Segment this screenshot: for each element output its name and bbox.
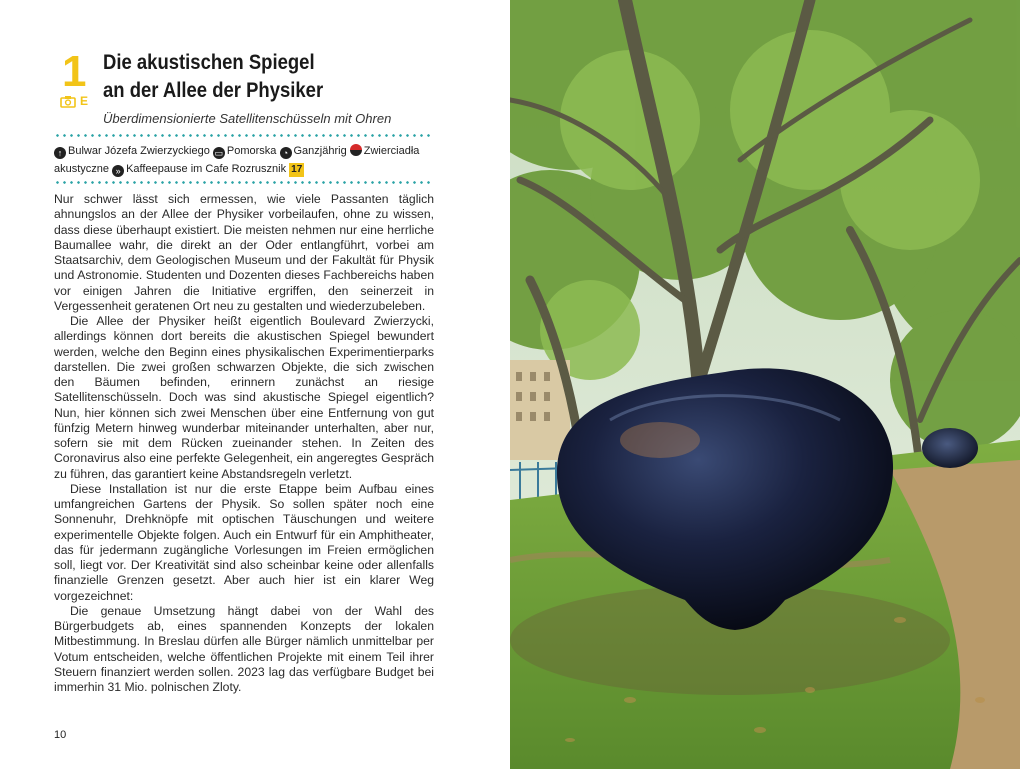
acoustic-mirror-distant	[922, 428, 978, 468]
tip-reference-badge: 17	[291, 164, 303, 175]
title-line-2: an der Allee der Physiker	[103, 79, 324, 102]
info-hours: Ganzjährig	[293, 145, 347, 157]
category-letter: E	[80, 94, 89, 108]
info-tip: Kaffeepause im Cafe Rozrusznik	[126, 163, 287, 175]
info-transit: Pomorska	[226, 145, 277, 157]
clock-icon: ◔	[280, 147, 292, 159]
paragraph-3: Diese Installation ist nur die erste Etappe beim Aufbau eines umfangreichen Gartens der Physik. So sollen später noch eine Sonnenuhr, Drehknöpfe mit optischen Täuschungen und weitere experimentelle Objekte folgen. Auch ein Entwurf für ein Amphitheater, das für jedermann zugängliche Vorlesungen im Freien ermöglichen soll, liegt vor. Der Kreativität sind also scheinbar keine oder allenfalls finanzielle Grenzen gesetzt. Aber auch hier ist ein klarer Weg vorgezeichnet:	[54, 481, 434, 603]
park-photo	[510, 0, 1020, 769]
location-icon: ↑	[54, 147, 66, 159]
info-address: Bulwar Józefa Zwierzyckiego	[68, 145, 210, 157]
camera-icon	[60, 95, 76, 108]
page-title	[103, 49, 402, 105]
divider-top	[54, 134, 434, 137]
polish-flag-icon	[350, 144, 362, 156]
article-body	[54, 192, 434, 695]
info-box	[54, 142, 436, 178]
double-chevron-icon: »	[112, 165, 124, 177]
spot-category	[60, 94, 88, 108]
subtitle: Überdimensionierte Satellitenschüsseln mit Ohren	[103, 111, 392, 126]
photo-acoustic-mirror	[510, 0, 1020, 769]
spot-number: 1	[62, 47, 87, 96]
paragraph-1: Nur schwer lässt sich ermessen, wie viele Passanten täglich ahnungslos an der Allee der Physiker vorbeilaufen, ohne zu wissen, dass diese überhaupt existiert. Die meisten nehmen nur eine herrliche Baumallee wahr, die direkt an der Oder entlangführt, vorbei am Staatsarchiv, dem Geologischen Museum und der Fakultät für Physik und Astronomie. Studenten und Dozenten dieses Fachbereichs haben vor einigen Jahren die Initiative ergriffen, den seinerzeit in Vergessenheit geratenen Ort neu zu gestalten und wiederzubeleben.	[54, 192, 434, 313]
paragraph-2: Die Allee der Physiker heißt eigentlich Boulevard Zwierzycki, allerdings können dort bereits die akustischen Spiegel bewundert werden, welche den Beginn eines physikalischen Experimentierparks darstellen. Die zwei großen schwarzen Objekte, die sich zwischen den Bäumen befinden, erinnern zunächst an riesige Satellitenschüsseln. Doch was sind akustische Spiegel eigentlich? Nun, hier können sich zwei Menschen über eine Entfernung von gut fünfzig Metern hinweg wunderbar miteinander unterhalten, aber nur, sofern sie mit dem Rücken zueinander stehen. In Zeiten des Coronavirus also eine perfekte Gelegenheit, ein angeregtes Gespräch zu führen, das garantiert keine Abstandsregeln verletzt.	[54, 314, 434, 481]
divider-bottom	[54, 181, 434, 184]
tram-icon: ▭	[214, 148, 224, 158]
title-line-1: Die akustischen Spiegel	[103, 51, 315, 74]
info-polish-name: Zwierciadła akustyczne	[54, 145, 420, 175]
paragraph-4: Die genaue Umsetzung hängt dabei von der Wahl des Bürgerbudgets ab, eines spannenden Konzepts der lokalen Mitbestimmung. In Breslau dürfen alle Bürger nämlich unmittelbar per Votum entscheiden, welche öffentlichen Projekte mit einem Teil ihrer Steuern finanziert werden sollen. 2023 lag das verfügbare Budget bei immerhin 31 Mio. polnischen Zloty.	[54, 603, 434, 694]
page-number: 10	[54, 729, 67, 741]
